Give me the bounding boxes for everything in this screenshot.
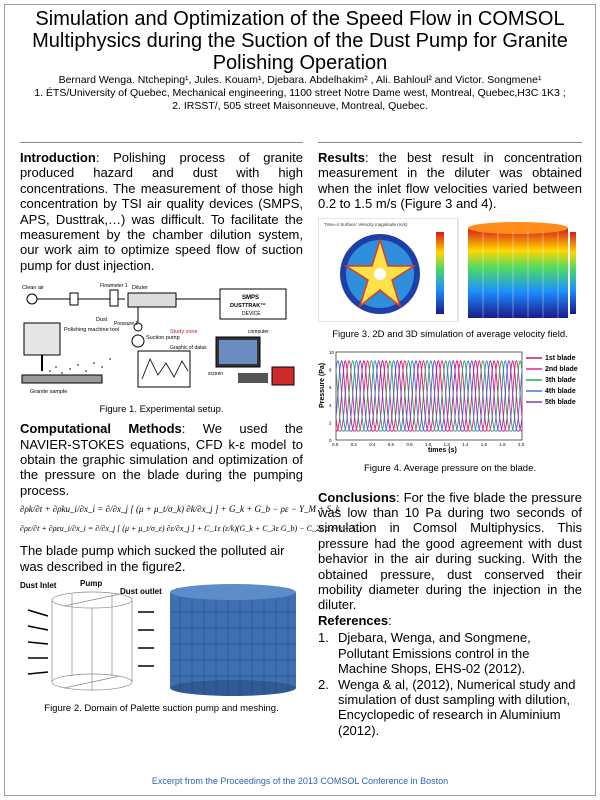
results-heading: Results xyxy=(318,150,365,165)
experimental-setup-diagram xyxy=(20,279,303,397)
right-column xyxy=(318,150,582,738)
x-tick-label: 0.6 xyxy=(387,441,395,447)
y-tick-label: 10 xyxy=(329,349,335,355)
velocity-colorbar-3d xyxy=(570,232,576,314)
flowmeter-icon xyxy=(110,290,118,306)
x-tick-label: 1.8 xyxy=(499,441,506,447)
chart-ylabel: Pressure (Pa) xyxy=(319,362,326,408)
figure-3 xyxy=(318,218,582,340)
label-pressure: Pressure 1 xyxy=(114,321,139,328)
reference-text: Wenga & al, (2012), Numerical study and simulation of dust sampling with dilution, Encyclopedic of research in Aluminium (2012). xyxy=(338,676,576,738)
x-tick-label: 1.2 xyxy=(443,441,450,447)
x-tick-label: 1.4 xyxy=(462,441,469,447)
footer-credit: Excerpt from the Proceedings of the 2013 COMSOL Conference in Boston xyxy=(151,776,449,786)
keyboard-icon xyxy=(238,373,268,383)
pump-paragraph: The blade pump which sucked the polluted air was described in the figure2. xyxy=(20,543,285,574)
clean-air-icon xyxy=(27,294,37,304)
title-line-1: Simulation and Optimization of the Speed Flow in COMSOL xyxy=(35,8,565,30)
label-flowmeter: Flowmeter 1 xyxy=(100,283,128,290)
title-line-3: Polishing Operation xyxy=(212,52,388,74)
conclusions-text: : For the five blade the pressure was low than 10 Pa during two seconds of simulation in Comsol Multiphysics. This pressure had the good agreement with dust behavior in the air during sucking. With the obtained pressure, dust conserved their mobility diameter during the injection in the diluter. xyxy=(318,489,582,613)
label-study-zone: Study zone xyxy=(170,329,198,336)
introduction-heading: Introduction xyxy=(20,150,96,165)
legend-label-2: 2nd blade xyxy=(545,365,578,373)
figure-1-caption: Figure 1. Experimental setup. xyxy=(99,404,224,416)
label-suction-pump: Suction pump xyxy=(146,335,180,342)
label-pump: Pump xyxy=(80,579,103,589)
figure-4 xyxy=(318,348,582,474)
y-tick-label: 4 xyxy=(329,402,332,408)
y-tick-label: 0 xyxy=(329,437,332,443)
velocity-colorbar xyxy=(436,232,444,314)
monitor-screen xyxy=(219,340,257,364)
reference-number: 1. xyxy=(318,630,329,646)
legend-label-5: 5th blade xyxy=(545,398,576,406)
results-paragraph xyxy=(318,150,582,212)
poster-header xyxy=(10,8,590,113)
reference-number: 2. xyxy=(318,676,329,692)
label-dust-outlet: Dust outlet xyxy=(120,587,162,597)
references-colon: : xyxy=(388,612,392,628)
poster-title xyxy=(10,8,590,74)
conclusions-heading: Conclusions xyxy=(318,489,397,505)
label-screen: screen xyxy=(208,371,224,378)
x-tick-label: 1.0 xyxy=(425,441,432,447)
methods-paragraph xyxy=(20,421,303,498)
reference-item xyxy=(318,630,582,676)
label-clean-air: Clean air xyxy=(22,285,45,292)
methods-heading: Computational Methods xyxy=(20,421,182,437)
label-diluter: Diluter xyxy=(132,285,148,292)
x-tick-label: 1.6 xyxy=(480,441,488,447)
results-text: : the best result in concentration measurement in the diluter was obtained when the inlet flow velocities varied between 0.2 to 1.5 m/s (Figure 3 and 4). xyxy=(318,150,582,212)
figure-2 xyxy=(20,578,303,714)
dust-particles-icon xyxy=(49,358,111,374)
reference-text: Djebara, Wenga, and Songmene, Pollutant Emissions control in the Machine Shops, EHS-02 (2012). xyxy=(338,630,531,677)
pump-wireframe-icon xyxy=(52,592,132,690)
introduction-text: : Polishing process of granite produced hazard and dust with high concentrations. The measurement of those high concentration by TSI air quality devices (SMPS, APS, Dusttrak,…) was difficult. To facilitate the measurement by the chamber dilution system, our work aim to optimize speed flow of suction pump for dust injection. xyxy=(20,150,303,273)
chart-legend xyxy=(526,355,578,406)
introduction-paragraph xyxy=(20,150,303,273)
pump-domain-figure xyxy=(20,578,303,696)
legend-label-3: 3th blade xyxy=(545,376,576,384)
left-divider xyxy=(20,142,303,143)
legend-label-4: 4th blade xyxy=(545,387,576,395)
figure-3-plot-title: Time=4 Surface: Velocity magnitude (m/s) xyxy=(324,221,408,227)
authors: Bernard Wenga. Ntcheping¹, Jules. Kouam¹, Djebara. Abdelhakim² , Ali. Bahloul² and Victor. Songmene¹ xyxy=(58,74,542,86)
equation-k: ∂ρk/∂t + ∂ρku_i/∂x_i = ∂/∂x_j [ (μ + μ_t/σ_k) ∂k/∂x_j ] + G_k + G_b − ρε − Y_M + S_k xyxy=(20,504,340,515)
velocity-field-figure xyxy=(318,218,582,322)
x-tick-label: 0.4 xyxy=(369,441,376,447)
references-list xyxy=(318,630,582,738)
conclusions-paragraph xyxy=(318,490,582,613)
mesh-cylinder-top xyxy=(170,584,296,600)
valve-icon xyxy=(70,293,78,305)
mesh-cylinder-bottom xyxy=(170,680,296,696)
x-tick-label: 0.0 xyxy=(332,441,339,447)
mesh-cylinder-body xyxy=(170,592,296,688)
references-heading: References xyxy=(318,612,389,628)
reference-item xyxy=(318,677,582,739)
granite-sample-icon xyxy=(22,375,102,383)
equation-epsilon: ∂ρε/∂t + ∂ρεu_i/∂x_i = ∂/∂x_j [ (μ + μ_t/σ_ε) ∂ε/∂x_j ] + C_1ε (ε/k)(G_k + C_3ε G_b) − C_2ε ρ ε²/k + S_ε xyxy=(20,524,363,534)
figure-2-caption: Figure 2. Domain of Palette suction pump and meshing. xyxy=(44,703,279,715)
label-dusttrak: DUSTTRAK™ xyxy=(230,303,266,310)
inlet-arrows xyxy=(28,610,48,674)
diluter-icon xyxy=(128,293,176,307)
label-graph: Graphic of datas xyxy=(170,345,207,352)
x-tick-label: 0.8 xyxy=(406,441,413,447)
title-line-2: Multiphysics during the Suction of the Dust Pump for Granite xyxy=(32,30,568,52)
label-dust: Dust xyxy=(96,317,108,324)
chart-xlabel: times (s) xyxy=(428,446,457,454)
figure-1 xyxy=(20,279,303,415)
pressure-chart xyxy=(318,348,582,456)
device-red-icon xyxy=(272,367,294,385)
label-device: DEVICE xyxy=(242,311,261,318)
polishing-machine-icon xyxy=(24,323,60,355)
y-tick-label: 6 xyxy=(329,384,332,390)
x-tick-label: 0.2 xyxy=(350,441,357,447)
label-granite-sample: Granite sample xyxy=(30,389,68,396)
label-polishing-machine: Polishing machine tool xyxy=(64,327,120,334)
outlet-arrows xyxy=(138,612,154,666)
label-smps: SMPS xyxy=(242,295,260,302)
methods-text: : We used the NAVIER-STOKES equations, CFD k-ε model to obtain the graphic simulation and optimization of the pressure on the blade during the pumping process. xyxy=(20,421,303,498)
label-dust-inlet: Dust Inlet xyxy=(20,581,57,591)
label-computer: computer xyxy=(248,329,269,336)
affiliation-1: 1. ÉTS/University of Quebec, Mechanical engineering, 1100 street Notre Dame west, Montreal, Quebec,H3C 1K3 ; xyxy=(34,87,566,99)
right-divider xyxy=(318,142,582,143)
references-heading-line xyxy=(318,613,582,628)
figure-4-caption: Figure 4. Average pressure on the blade. xyxy=(364,462,536,474)
legend-label-1: 1st blade xyxy=(545,354,576,362)
figure-3-caption: Figure 3. 2D and 3D simulation of average velocity field. xyxy=(332,328,568,340)
y-tick-label: 2 xyxy=(329,420,332,426)
affiliation-2: 2. IRSST/, 505 street Maisonneuve, Montreal, Quebec. xyxy=(172,100,428,112)
x-tick-label: 2.0 xyxy=(518,441,525,447)
velocity-hub xyxy=(374,268,386,280)
suction-pump-icon xyxy=(132,335,144,347)
y-tick-label: 8 xyxy=(329,367,332,373)
